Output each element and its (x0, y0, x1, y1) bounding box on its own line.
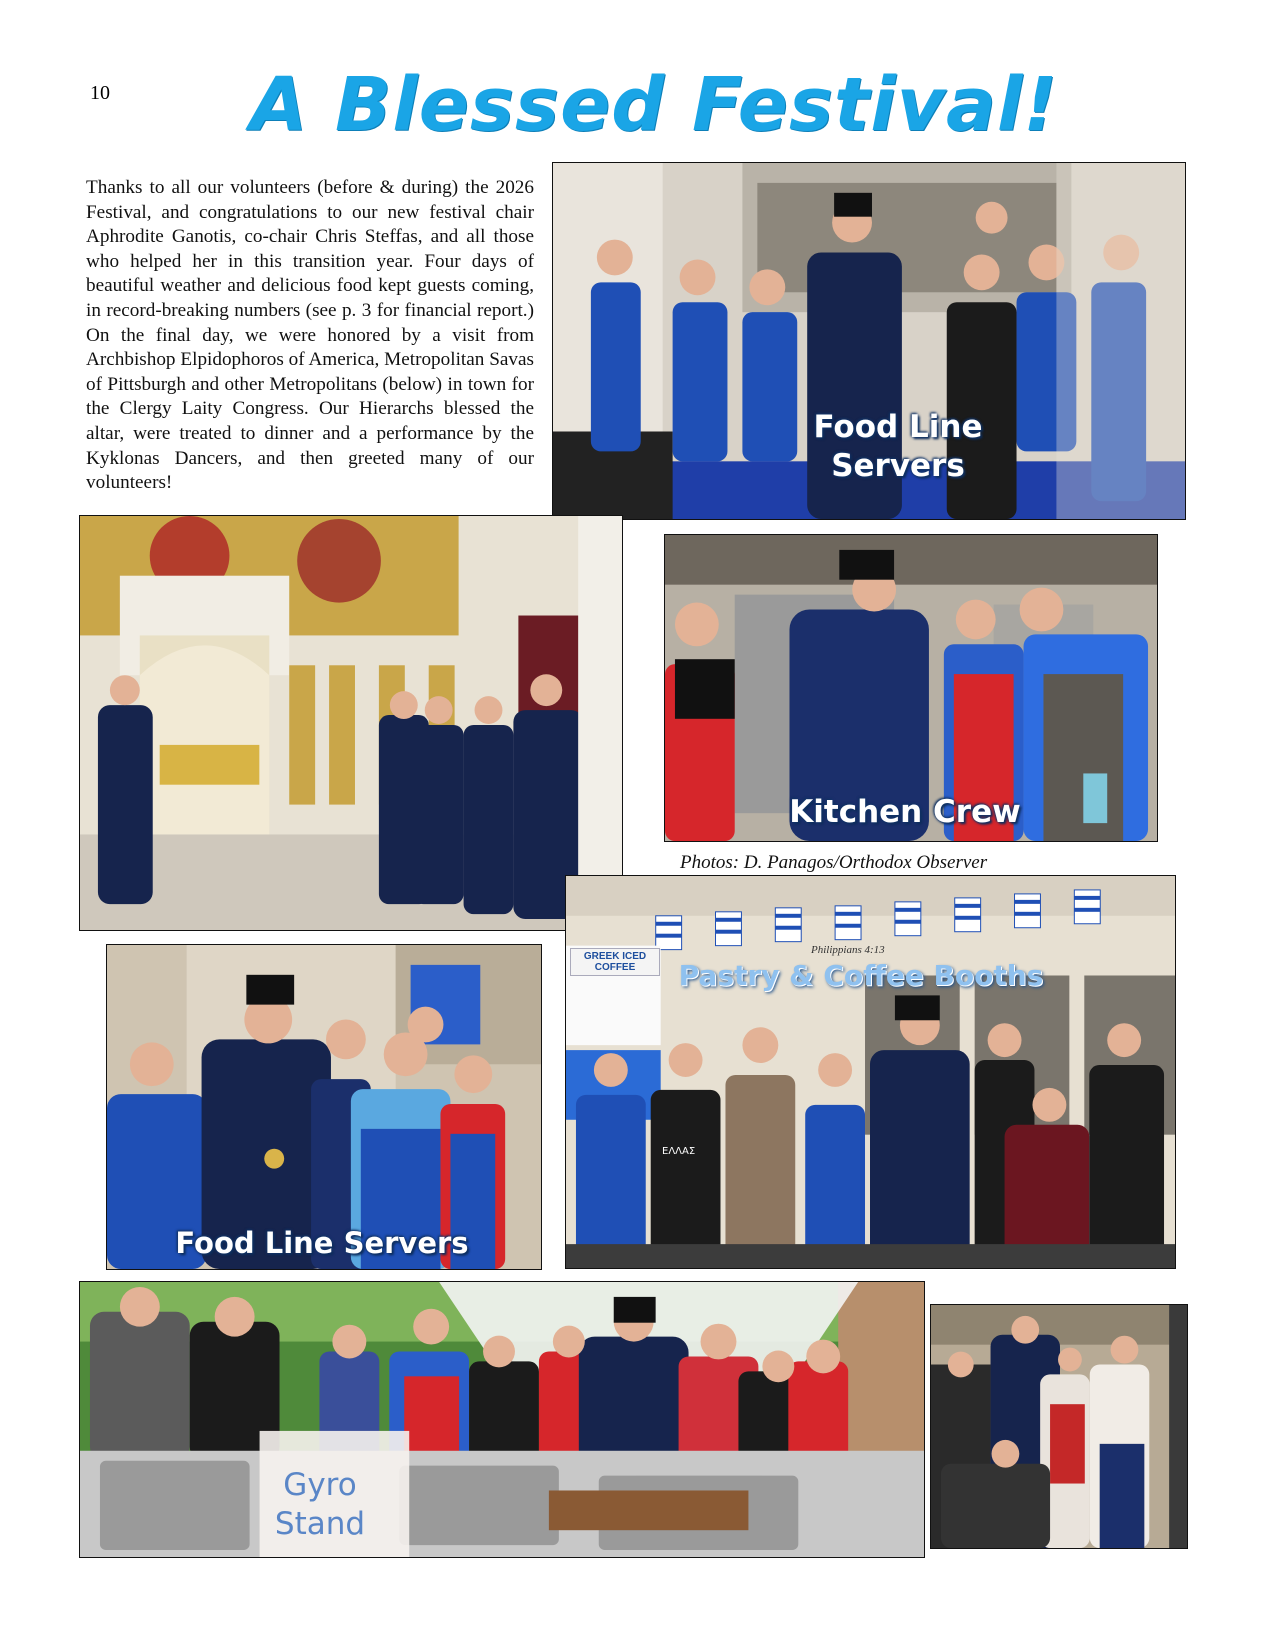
page-number: 10 (90, 82, 110, 104)
photo-food-line-servers-bottom (106, 944, 542, 1270)
photo-gyro-stand (79, 1281, 925, 1558)
photo-credit: Photos: D. Panagos/Orthodox Observer (680, 852, 988, 873)
photo-kitchen-crew (664, 534, 1158, 842)
photo-pastry-coffee-booths (565, 875, 1176, 1269)
altar-scene (80, 516, 622, 930)
page-headline: A Blessed Festival! (250, 62, 1059, 148)
caption-food-line-servers: Food Line Servers (175, 1226, 469, 1260)
shirt-text-ellas: ΕΛΛΑΣ (662, 1146, 696, 1157)
photo-altar-hierarchs (79, 515, 623, 931)
photo-kyklonas-dancers (930, 1304, 1188, 1549)
sign-greek-iced-coffee: GREEK ICED COFFEE (570, 948, 660, 976)
food-line-servers-bottom-scene (107, 945, 541, 1269)
caption-food-line-line2: Servers (831, 447, 965, 484)
caption-pastry-coffee-booths: Pastry & Coffee Booths (678, 959, 1044, 992)
sign-philippians-verse: Philippians 4:13 (811, 944, 885, 956)
intro-paragraph: Thanks to all our volunteers (before & during) the 2026 Festival, and congratulations to our new festival chair Aphrodite Ganotis, co-chair Chris Steffas, and all those who helped her in this transition year. Four days of beautiful weather and delicious food kept guests coming, in record-breaking numbers (see p. 3 for financial report.) On the final day, we were honored by a visit from Archbishop Elpidophoros of America, Metropolitan Savas of Pittsburgh and other Metropolitans (below) in town for the Clergy Laity Congress. Our Hierarchs blessed the altar, were treated to dinner and a performance by the Kyklonas Dancers, and then greeted many of our volunteers! (86, 177, 534, 494)
pastry-coffee-scene (566, 876, 1175, 1268)
photo-food-line-servers-top (552, 162, 1186, 520)
caption-gyro-line1: Gyro (283, 1467, 357, 1503)
caption-kitchen-crew: Kitchen Crew (789, 794, 1021, 830)
caption-food-line-line1: Food Line (813, 409, 983, 445)
gyro-stand-scene (80, 1282, 924, 1557)
caption-gyro-line2: Stand (274, 1505, 366, 1542)
dancers-scene (931, 1305, 1187, 1548)
